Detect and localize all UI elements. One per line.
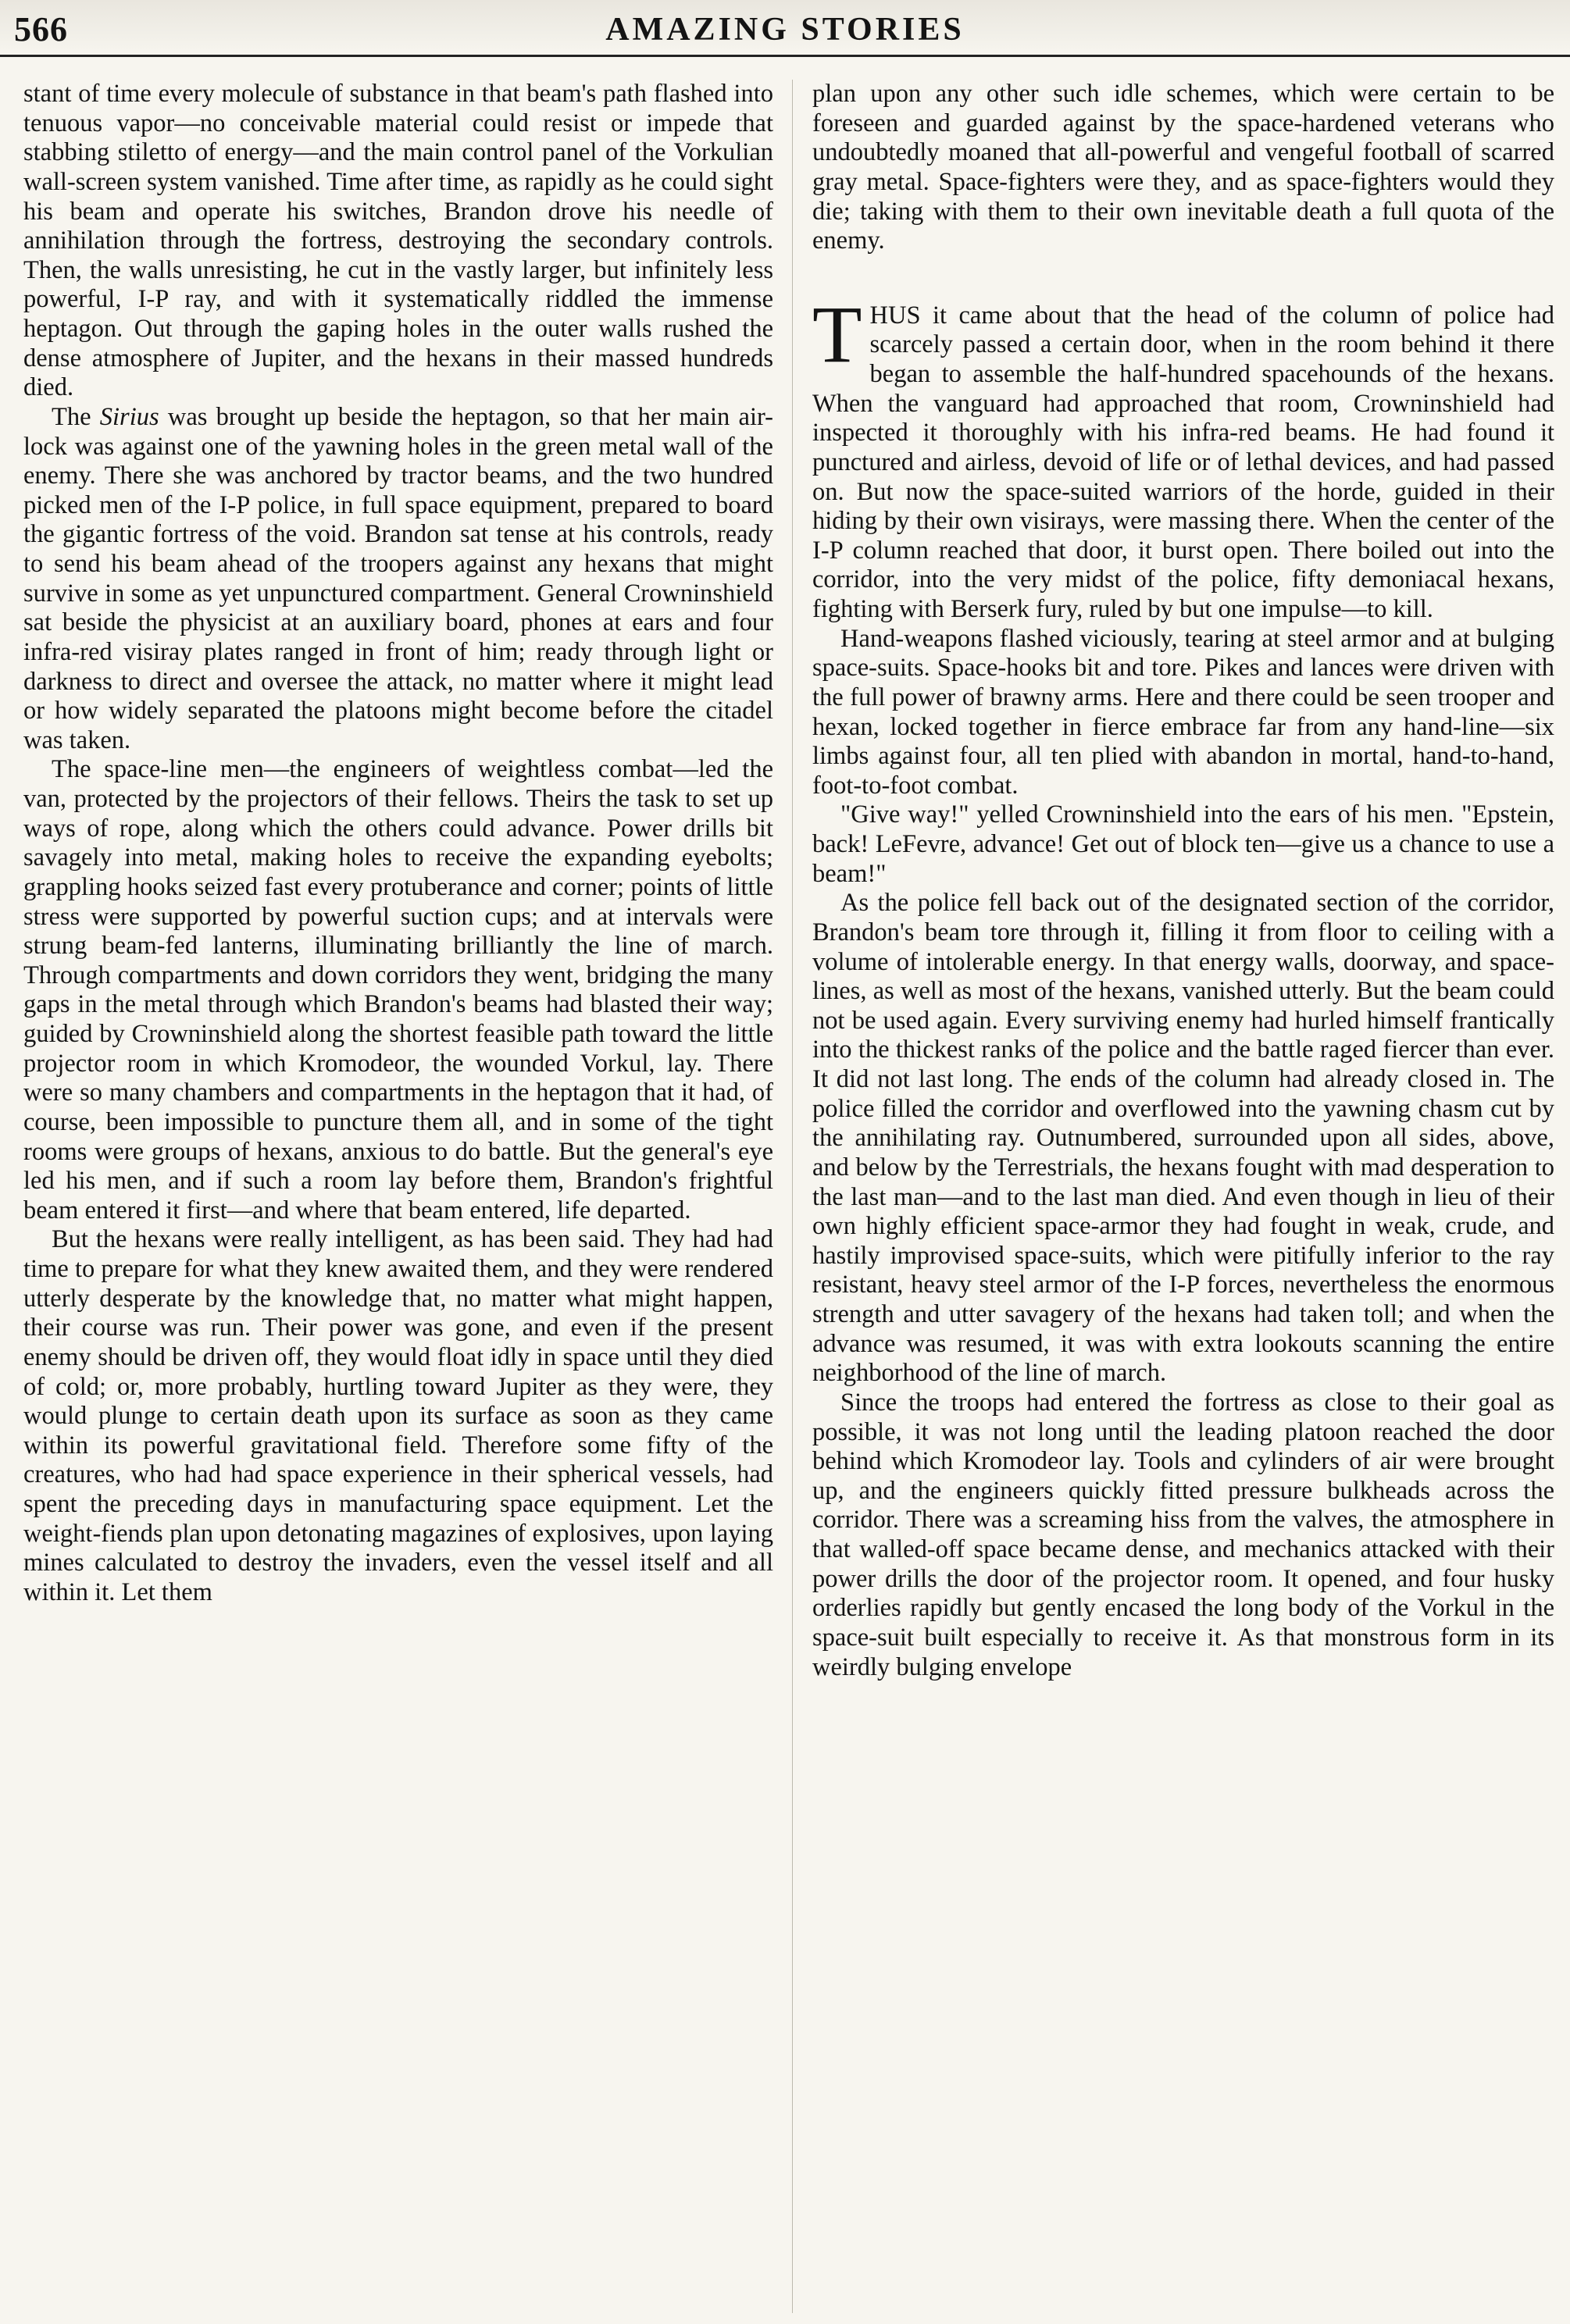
section-opening-paragraph	[812, 289, 1554, 625]
magazine-title: AMAZING STORIES	[605, 12, 965, 48]
page-header	[0, 0, 1570, 57]
paragraph: As the police fell back out of the designated section of the corridor, Brandon's beam tore through it, filling it from floor to ceiling with a volume of intolerable energy. In that energy walls, doorway, and space-lines, as well as most of the hexans, vanished utterly. But the beam could not be used again. Every surviving enemy had hurled himself frantically into the thickest ranks of the police and the battle raged fiercer than ever. It did not last long. The ends of the column had already closed in. The police filled the corridor and overflowed into the yawning chasm cut by the annihilating ray. Outnumbered, surrounded upon all sides, above, and below by the Terrestrials, the hexans fought with mad desperation to the last man—and to the last man died. And even though in lieu of their own highly efficient space-armor they had fought in weak, crude, and hastily improvised space-suits, which were pitifully inferior to the ray resistant, heavy steel armor of the I-P forces, nevertheless the enormous strength and utter savagery of the hexans had taken toll; and when the advance was resumed, it was with extra lookouts scanning the entire neighborhood of the line of march.	[812, 889, 1554, 1388]
paragraph: But the hexans were really intelligent, as has been said. They had had time to prepare for what they knew awaited them, and they were rendered utterly desperate by the knowledge that, no matter what might happen, their course was run. Their power was gone, and even if the present enemy should be driven off, they would float idly in space until they died of cold; or, more probably, hurtling toward Jupiter as they were, they would plunge to certain death upon its surface as soon as they came within its powerful gravitational field. Therefore some fifty of the creatures, who had had space experience in their spherical vessels, had spent the preceding days in manufacturing space equipment. Let the weight-fiends plan upon detonating magazines of explosives, upon laying mines calculated to destroy the invaders, even the vessel itself and all within it. Let them	[23, 1225, 773, 1606]
column-divider	[792, 80, 793, 2313]
paragraph: plan upon any other such idle schemes, which were certain to be foreseen and guarded against by the space-hardened veterans who undoubtedly moaned that all-powerful and vengeful football of scarred gray metal. Space-fighters were they, and as space-fighters would they die; taking with them to their own inevitable death a full quota of the enemy.	[812, 80, 1554, 255]
drop-cap: T	[812, 289, 862, 380]
page-number: 566	[14, 10, 68, 48]
paragraph: "Give way!" yelled Crowninshield into the ears of his men. "Epstein, back! LeFevre, advance! Get out of block ten—give us a chance to use a beam!"	[812, 800, 1554, 888]
paragraph-text: HUS it came about that the head of the column of police had scarcely passed a certain door, when in the room behind it there began to assemble the half-hundred spacehounds of the hexans. When the vanguard had approached that room, Crowninshield had inspected it thoroughly with his infra-red beams. He had found it punctured and airless, devoid of life or of lethal devices, and had passed on. But now the space-suited warriors of the horde, guided in their hiding by their own visirays, were massing there. When the center of the I-P column reached that door, it burst open. There boiled out into the corridor, into the very midst of the police, fifty demoniacal hexans, fighting with Berserk fury, ruled by but one impulse—to kill.	[812, 301, 1554, 623]
right-column	[812, 80, 1554, 1682]
left-column	[23, 80, 773, 1608]
paragraph: The space-line men—the engineers of weightless combat—led the van, protected by the projectors of their fellows. Theirs the task to set up ways of rope, along which the others could advance. Power drills bit savagely into metal, making holes to receive the expanding eyebolts; grappling hooks seized fast every protuberance and corner; points of little stress were supported by powerful suction cups; and at intervals were strung beam-fed lanterns, illuminating brilliantly the line of march. Through compartments and down corridors they went, bridging the many gaps in the metal through which Brandon's beams had blasted their way; guided by Crowninshield along the shortest feasible path toward the little projector room in which Kromodeor, the wounded Vorkul, lay. There were so many chambers and compartments in the heptagon that it had, of course, been impossible to puncture them all, and in some of the tight rooms were groups of hexans, anxious to do battle. But the general's eye led his men, and if such a room lay before them, Brandon's frightful beam entered it first—and where that beam entered, life departed.	[23, 755, 773, 1224]
paragraph: The Sirius was brought up beside the heptagon, so that her main air-lock was against one of the yawning holes in the green metal wall of the enemy. There she was anchored by tractor beams, and the two hundred picked men of the I-P police, in full space equipment, prepared to board the gigantic fortress of the void. Brandon sat tense at his controls, ready to send his beam ahead of the troopers against any hexans that might survive in some as yet unpunctured compartment. General Crowninshield sat beside the physicist at an auxiliary board, phones at ears and four infra-red visiray plates ranged in front of him; ready through light or darkness to direct and oversee the attack, no matter where it might lead or how widely separated the platoons might become before the citadel was taken.	[23, 402, 773, 754]
paragraph: Hand-weapons flashed viciously, tearing at steel armor and at bulging space-suits. Space-hooks bit and tore. Pikes and lances were driven with the full power of brawny arms. Here and there could be seen trooper and hexan, locked together in fierce embrace far from any hand-line—six limbs against four, all ten plied with abandon in mortal, hand-to-hand, foot-to-foot combat.	[812, 624, 1554, 800]
paragraph: stant of time every molecule of substance in that beam's path flashed into tenuous vapor—no conceivable material could resist or impede that stabbing stiletto of energy—and the main control panel of the Vorkulian wall-screen system vanished. Time after time, as rapidly as he could sight his beam and operate his switches, Brandon drove his needle of annihilation through the fortress, destroying the secondary controls. Then, the walls unresisting, he cut in the vastly larger, but infinitely less powerful, I-P ray, and with it systematically riddled the immense heptagon. Out through the gaping holes in the outer walls rushed the dense atmosphere of Jupiter, and the hexans in their massed hundreds died.	[23, 80, 773, 402]
paragraph: Since the troops had entered the fortress as close to their goal as possible, it was not long until the leading platoon reached the door behind which Kromodeor lay. Tools and cylinders of air were brought up, and the engineers quickly fitted pressure bulkheads across the corridor. There was a screaming hiss from the valves, the atmosphere in that walled-off space became dense, and mechanics attacked with their power drills the door of the projector room. It opened, and four husky orderlies rapidly but gently encased the long body of the Vorkul in the space-suit built especially to receive it. As that monstrous form in its weirdly bulging envelope	[812, 1388, 1554, 1681]
